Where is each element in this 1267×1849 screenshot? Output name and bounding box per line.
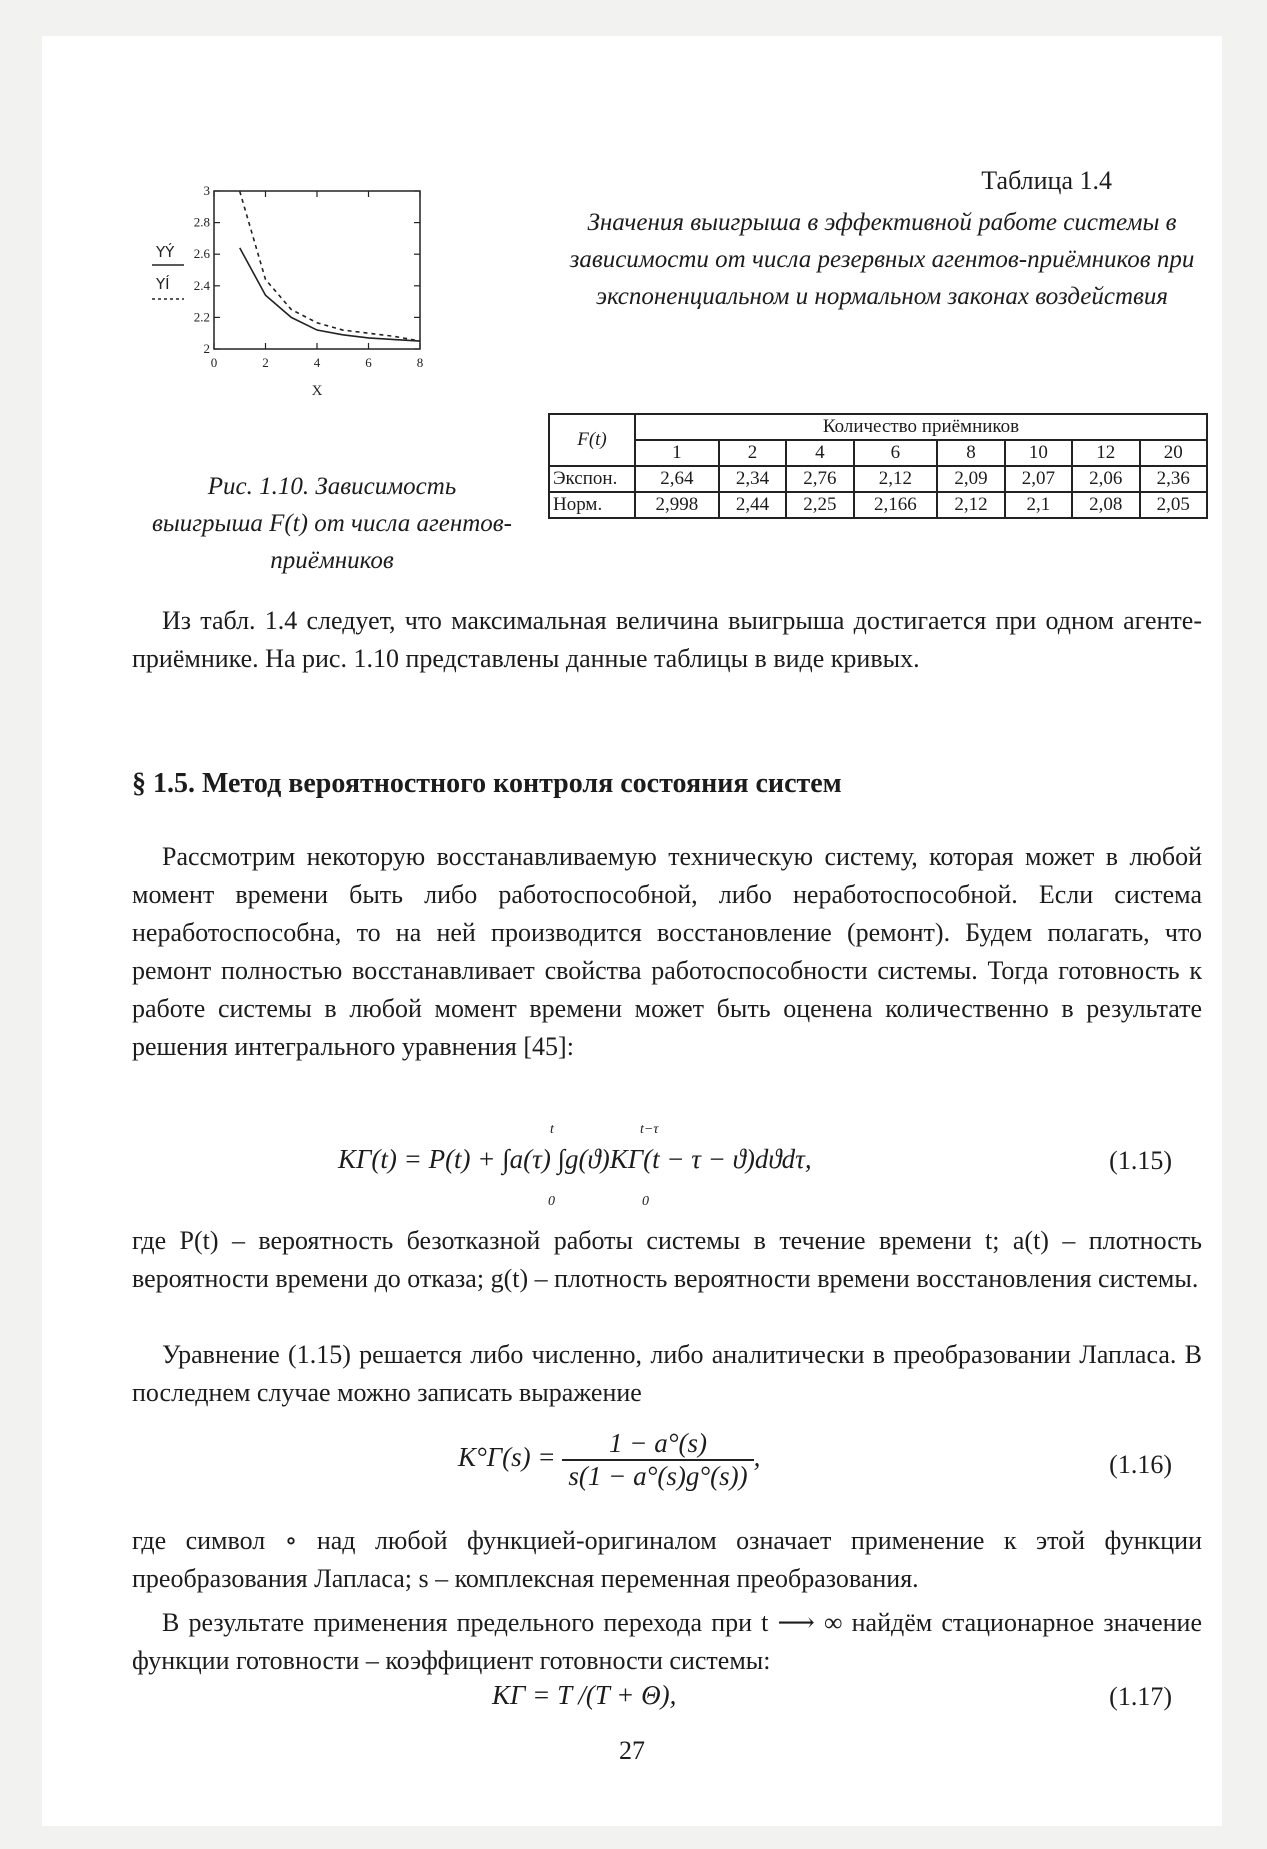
y-tick-label: 2.2 — [193, 309, 210, 325]
equation-1-16 — [458, 1428, 760, 1492]
paragraph-6: В результате применения предельного перехода при t ⟶ ∞ найдём стационарное значение функции готовности – коэффициент готовности системы: — [132, 1608, 1202, 1675]
y-tick-label: 2.4 — [193, 277, 210, 293]
y-tick-label: 3 — [203, 183, 210, 198]
x-tick-label: 2 — [262, 355, 269, 370]
equation-number-1-16: (1.16) — [1109, 1450, 1172, 1479]
equation-number-1-15: (1.15) — [1109, 1146, 1172, 1175]
x-tick-label: 4 — [313, 355, 321, 370]
table-col-header: 20 — [1140, 440, 1208, 466]
eq15-upper-limit-2: t−τ — [640, 1122, 659, 1137]
paragraph-5: где символ ∘ над любой функцией-оригиналом означает применение к этой функции преобразования Лапласа; s – комплексная переменная преобразования. — [132, 1526, 1202, 1593]
table-cell: 2,76 — [786, 466, 853, 492]
eq15-integral-1: ∫a(τ) — [502, 1144, 558, 1174]
paragraph-3: где P(t) – вероятность безотказной работы системы в течение времени t; a(t) – плотность вероятности времени до отказа; g(t) – плотность вероятности времени восстановления системы. — [132, 1226, 1202, 1293]
table-col-header: 4 — [786, 440, 853, 466]
series-line-2 — [240, 191, 420, 341]
section-title: § 1.5. Метод вероятностного контроля состояния систем — [132, 768, 842, 799]
table-cell: 2,36 — [1140, 466, 1208, 492]
table-row-label: Норм. — [549, 492, 635, 518]
eq15-upper-limit-1: t — [550, 1122, 554, 1137]
table-cell: 2,44 — [719, 492, 786, 518]
table-cell: 2,06 — [1072, 466, 1139, 492]
table-cell: 2,34 — [719, 466, 786, 492]
y-tick-label: 2.8 — [193, 214, 210, 230]
page-number: 27 — [619, 1736, 645, 1765]
table-col-header: 8 — [937, 440, 1004, 466]
table-col-header: 6 — [854, 440, 938, 466]
y-tick-label: 2.6 — [193, 246, 210, 262]
eq16-fraction — [562, 1428, 753, 1492]
table-column-row — [549, 440, 1207, 466]
x-axis-label: X — [311, 383, 323, 399]
table-label: Таблица 1.4 — [981, 166, 1112, 195]
table-title: Значения выигрыша в эффективной работе системы в зависимости от числа резервных агентов-приёмников при экспоненциальном и нормальном законах воздействия — [569, 209, 1195, 310]
eq16-numerator: 1 − a°(s) — [562, 1428, 753, 1461]
table-cell: 2,12 — [854, 466, 938, 492]
equation-1-17: KГ = T /(T + Θ), — [492, 1680, 677, 1710]
table-col-header: 1 — [635, 440, 719, 466]
figure-chart — [156, 181, 502, 451]
table-cell: 2,25 — [786, 492, 853, 518]
page — [42, 36, 1222, 1826]
paragraph-4: Уравнение (1.15) решается либо численно, либо аналитически в преобразовании Лапласа. В последнем случае можно записать выражение — [132, 1340, 1202, 1407]
eq16-tail: , — [753, 1442, 761, 1473]
eq15-integral-2: ∫g(ϑ)KГ(t − τ − ϑ)dϑdτ, — [557, 1144, 812, 1174]
table-cell: 2,64 — [635, 466, 719, 492]
eq15-lower-limit-2: 0 — [642, 1194, 649, 1209]
table-cell: 2,998 — [635, 492, 719, 518]
table-col-header: 2 — [719, 440, 786, 466]
eq16-denominator: s(1 − a°(s)g°(s)) — [568, 1461, 748, 1491]
table-header-row — [549, 414, 1207, 440]
equation-1-15 — [338, 1144, 812, 1175]
eq15-lhs: KГ(t) = P(t) + — [338, 1144, 503, 1174]
table-cell: 2,05 — [1140, 492, 1208, 518]
y-tick-label: 2 — [203, 341, 210, 356]
table-row-label: Экспон. — [549, 466, 635, 492]
x-tick-label: 0 — [210, 355, 218, 370]
table-row — [549, 466, 1207, 492]
paragraph-2: Рассмотрим некоторую восстанавливаемую техническую систему, которая может в любой момент времени быть либо работоспособной, либо неработоспособной. Если система неработоспособна, то на ней производится восстановление (ремонт). Будем полагать, что ремонт полностью восстанавливает свойства работоспособности системы. Тогда готовность к работе системы в любой момент времени может быть оценена количественно в результате решения интегрального уравнения [45]: — [132, 842, 1202, 1061]
x-tick-label: 8 — [416, 355, 424, 370]
plot-frame — [214, 191, 420, 349]
table-cell: 2,166 — [854, 492, 938, 518]
table-cell: 2,09 — [937, 466, 1004, 492]
legend-label-2: YÍ — [156, 275, 170, 293]
table-cell: 2,08 — [1072, 492, 1139, 518]
table-f-header: F(t) — [549, 414, 635, 466]
table-row — [549, 492, 1207, 518]
x-tick-label: 6 — [365, 355, 372, 370]
legend-label-1: YÝ — [156, 243, 175, 261]
paragraph-1: Из табл. 1.4 следует, что максимальная величина выигрыша достигается при одном агенте-приёмнике. На рис. 1.10 представлены данные таблицы в виде кривых. — [132, 606, 1202, 673]
table-cell: 2,07 — [1005, 466, 1072, 492]
data-table — [548, 413, 1208, 519]
table-cell: 2,12 — [937, 492, 1004, 518]
equation-number-1-17: (1.17) — [1109, 1682, 1172, 1711]
figure-caption: Рис. 1.10. Зависимость выигрыша F(t) от числа агентов-приёмников — [152, 473, 512, 574]
eq16-lhs: K°Г(s) = — [458, 1442, 563, 1473]
eq15-lower-limit-1: 0 — [548, 1194, 555, 1209]
table-group-header: Количество приёмников — [635, 414, 1207, 440]
series-line-1 — [240, 248, 420, 341]
table-col-header: 10 — [1005, 440, 1072, 466]
table-col-header: 12 — [1072, 440, 1139, 466]
table-cell: 2,1 — [1005, 492, 1072, 518]
